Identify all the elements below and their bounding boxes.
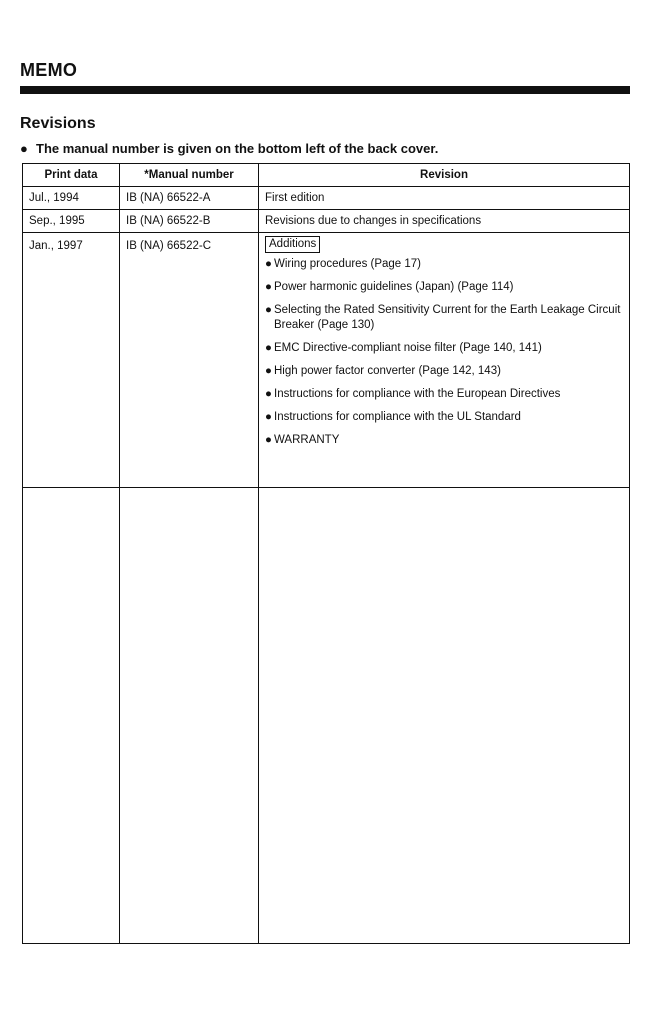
note-bullet-icon: ● (20, 141, 28, 156)
print-date-cell: Jul., 1994 (23, 187, 120, 210)
list-item-text: Instructions for compliance with the UL Standard (274, 411, 521, 423)
bullet-icon: ● (265, 342, 272, 354)
table-row (23, 210, 630, 233)
list-item-text: Instructions for compliance with the European Directives (274, 388, 561, 400)
list-item-text: Power harmonic guidelines (Japan) (Page 114) (274, 281, 514, 293)
manual-number-cell: IB (NA) 66522-B (120, 210, 259, 233)
bullet-icon: ● (265, 281, 272, 293)
list-item (265, 387, 623, 402)
empty-revision-cell (259, 488, 630, 944)
table-row (23, 187, 630, 210)
manual-number-cell: IB (NA) 66522-A (120, 187, 259, 210)
list-item (265, 364, 623, 379)
column-header-revision: Revision (259, 164, 630, 187)
additions-list (265, 257, 623, 448)
list-item (265, 410, 623, 425)
bullet-icon: ● (265, 258, 272, 270)
list-item-text: WARRANTY (274, 434, 340, 446)
table-header-row (23, 164, 630, 187)
list-item-text: EMC Directive-compliant noise filter (Page 140, 141) (274, 342, 542, 354)
list-item (265, 257, 623, 272)
bullet-icon: ● (265, 365, 272, 377)
list-item (265, 280, 623, 295)
column-header-manual-number: *Manual number (120, 164, 259, 187)
section-heading: Revisions (20, 115, 96, 132)
revision-cell (259, 233, 630, 488)
note-text: The manual number is given on the bottom left of the back cover. (36, 141, 439, 156)
revision-cell: First edition (259, 187, 630, 210)
additions-label: Additions (265, 236, 320, 253)
title-rule (20, 86, 630, 94)
manual-number-note (20, 141, 438, 156)
empty-date-cell (23, 488, 120, 944)
revisions-table (22, 163, 630, 944)
manual-number-cell (120, 233, 259, 488)
page-title: MEMO (20, 60, 78, 80)
manual-number-text: IB (NA) 66522-C (126, 240, 212, 252)
print-date-cell (23, 233, 120, 488)
revision-cell: Revisions due to changes in specifications (259, 210, 630, 233)
list-item-text: High power factor converter (Page 142, 143) (274, 365, 501, 377)
print-date-text: Jan., 1997 (29, 240, 83, 252)
table-row-blank (23, 488, 630, 944)
list-item-text: Selecting the Rated Sensitivity Current for the Earth Leakage Circuit Breaker (Page 130) (274, 304, 621, 331)
bullet-icon: ● (265, 411, 272, 423)
list-item-text: Wiring procedures (Page 17) (274, 258, 422, 270)
list-item (265, 433, 623, 448)
table-row (23, 233, 630, 488)
list-item (265, 303, 623, 333)
list-item (265, 341, 623, 356)
empty-number-cell (120, 488, 259, 944)
bullet-icon: ● (265, 304, 272, 316)
print-date-cell: Sep., 1995 (23, 210, 120, 233)
bullet-icon: ● (265, 434, 272, 446)
bullet-icon: ● (265, 388, 272, 400)
column-header-print-data: Print data (23, 164, 120, 187)
